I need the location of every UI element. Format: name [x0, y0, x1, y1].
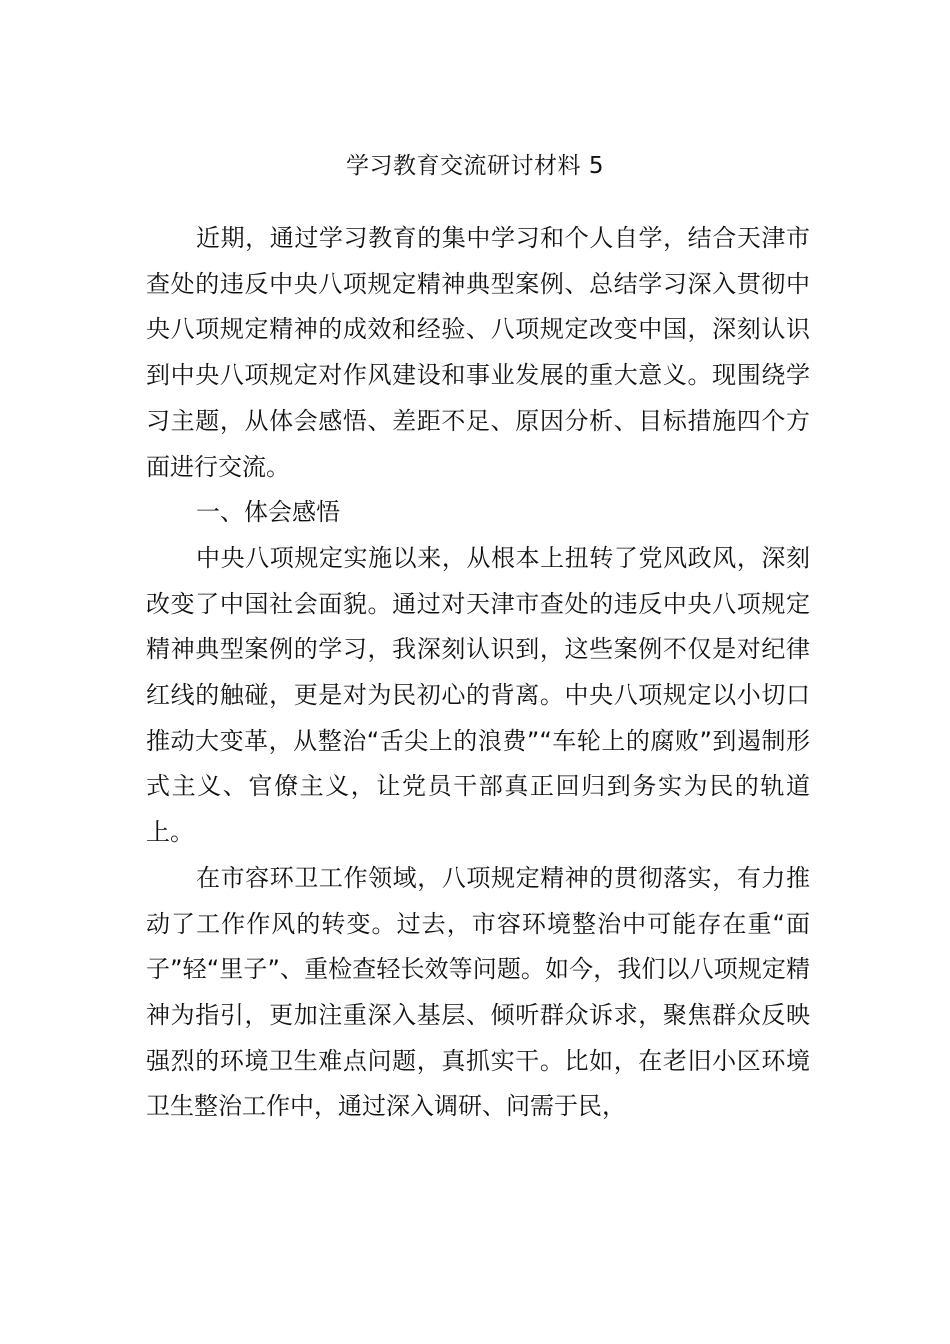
paragraph-intro: 近期，通过学习教育的集中学习和个人自学，结合天津市查处的违反中央八项规定精神典型案例、总结学习深入贯彻中央八项规定精神的成效和经验、八项规定改变中国，深刻认识到中央八项规定对作风建设和事业发展的重大意义。现围绕学习主题，从体会感悟、差距不足、原因分析、目标措施四个方面进行交流。: [146, 224, 810, 481]
section-heading: 一、体会感悟: [196, 498, 340, 527]
paragraph-reflection: 中央八项规定实施以来，从根本上扭转了党风政风，深刻改变了中国社会面貌。通过对天津市查处的违反中央八项规定精神典型案例的学习，我深刻认识到，这些案例不仅是对纪律红线的触碰，更是对为民初心的背离。中央八项规定以小切口推动大变革，从整治“舌尖上的浪费”“车轮上的腐败”到遏制形式主义、官僚主义，让党员干部真正回归到务实为民的轨道上。: [146, 543, 810, 847]
document-title: 学习教育交流研讨材料 5: [346, 153, 604, 179]
paragraph-city-sanitation: 在市容环卫工作领域，八项规定精神的贯彻落实，有力推动了工作作风的转变。过去，市容环境整治中可能存在重“面子”轻“里子”、重检查轻长效等问题。如今，我们以八项规定精神为指引，更加注重深入基层、倾听群众诉求，聚焦群众反映强烈的环境卫生难点问题，真抓实干。比如，在老旧小区环境卫生整治工作中，通过深入调研、问需于民，: [146, 863, 810, 1121]
document-body: [146, 216, 810, 1130]
